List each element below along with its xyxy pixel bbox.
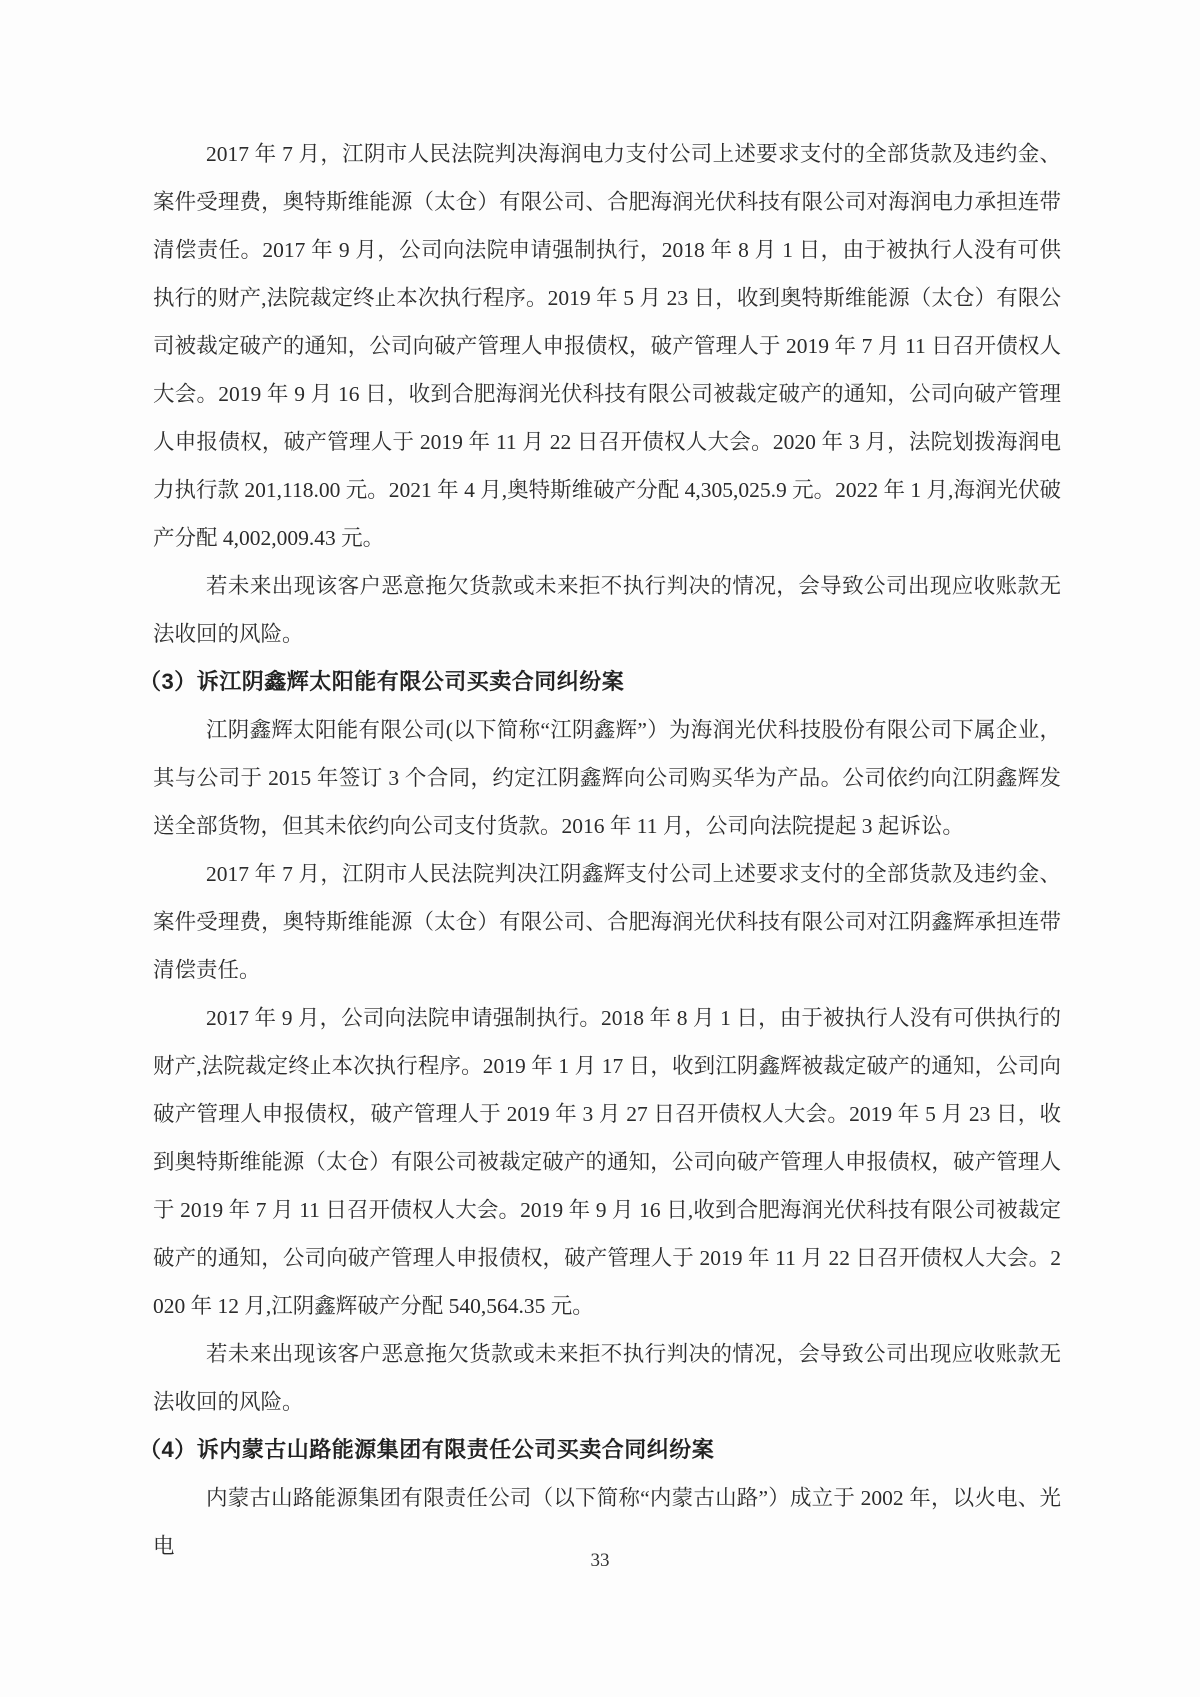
para-xinhui-background: 江阴鑫辉太阳能有限公司(以下简称“江阴鑫辉”）为海润光伏科技股份有限公司下属企业，其与公司于 2015 年签订 3 个合同，约定江阴鑫辉向公司购买华为产品。公司依约向江阴鑫辉发送全部货物，但其未依约向公司支付货款。2016 年 11 月，公司向法院提起 3 起诉讼。 [153,718,1061,838]
para-hairun-enforcement: 2017 年 7 月，江阴市人民法院判决海润电力支付公司上述要求支付的全部货款及违约金、案件受理费，奥特斯维能源（太仓）有限公司、合肥海润光伏科技有限公司对海润电力承担连带清偿责任。2017 年 9 月，公司向法院申请强制执行，2018 年 8 月 1 日，由于被执行人没有可供执行的财产,法院裁定终止本次执行程序。2019 年 5 月 23 日，收到奥特斯维能源（太仓）有限公司被裁定破产的通知，公司向破产管理人申报债权，破产管理人于 2019 年 7 月 11 日召开债权人大会。2019 年 9 月 16 日，收到合肥海润光伏科技有限公司被裁定破产的通知，公司向破产管理人申报债权，破产管理人于 2019 年 11 月 22 日召开债权人大会。2020 年 3 月，法院划拨海润电力执行款 201,118.00 元。2021 年 4 月,奥特斯维破产分配 4,305,025.9 元。2022 年 1 月,海润光伏破产分配 4,002,009.43 元。 [153,142,1061,550]
page-body [139,130,1061,1570]
heading-case-3-jiangyin-xinhui: （3）诉江阴鑫辉太阳能有限公司买卖合同纠纷案 [139,669,625,694]
page-number: 33 [590,1550,610,1571]
heading-case-4-neimenggu-shanlu: （4）诉内蒙古山路能源集团有限责任公司买卖合同纠纷案 [139,1437,715,1462]
para-xinhui-enforcement: 2017 年 9 月，公司向法院申请强制执行。2018 年 8 月 1 日，由于被执行人没有可供执行的财产,法院裁定终止本次执行程序。2019 年 1 月 17 日，收到江阴鑫辉被裁定破产的通知，公司向破产管理人申报债权，破产管理人于 2019 年 3 月 27 日召开债权人大会。2019 年 5 月 23 日，收到奥特斯维能源（太仓）有限公司被裁定破产的通知，公司向破产管理人申报债权，破产管理人于 2019 年 7 月 11 日召开债权人大会。2019 年 9 月 16 日,收到合肥海润光伏科技有限公司被裁定破产的通知，公司向破产管理人申报债权，破产管理人于 2019 年 11 月 22 日召开债权人大会。2020 年 12 月,江阴鑫辉破产分配 540,564.35 元。 [153,1006,1061,1318]
para-risk-warning-1: 若未来出现该客户恶意拖欠货款或未来拒不执行判决的情况，会导致公司出现应收账款无法收回的风险。 [153,574,1061,646]
para-xinhui-judgment: 2017 年 7 月，江阴市人民法院判决江阴鑫辉支付公司上述要求支付的全部货款及违约金、案件受理费，奥特斯维能源（太仓）有限公司、合肥海润光伏科技有限公司对江阴鑫辉承担连带清偿责任。 [153,862,1061,982]
para-neimenggu-background: 内蒙古山路能源集团有限责任公司（以下简称“内蒙古山路”）成立于 2002 年，以火电、光电 [153,1486,1061,1558]
para-risk-warning-2: 若未来出现该客户恶意拖欠货款或未来拒不执行判决的情况，会导致公司出现应收账款无法收回的风险。 [153,1342,1061,1414]
